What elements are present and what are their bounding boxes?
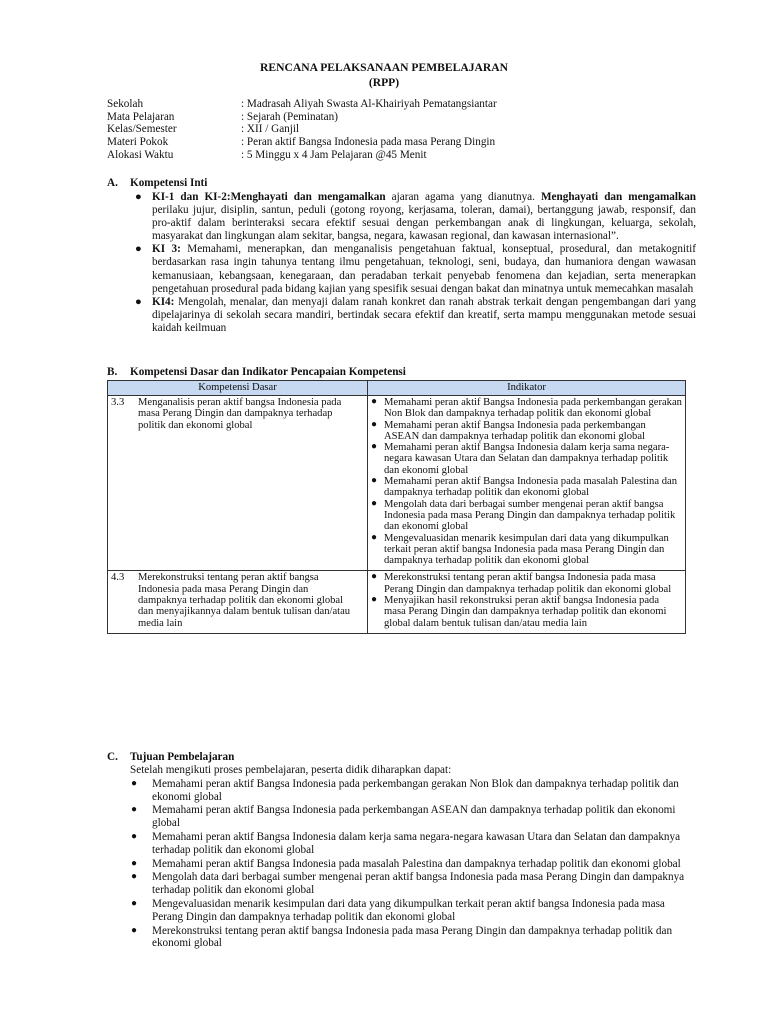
indikator-item [371, 533, 682, 567]
ki-item-3 [134, 243, 696, 295]
section-title: Kompetensi Dasar dan Indikator Pencapaian Kompetensi [130, 366, 406, 378]
section-letter: A. [107, 177, 118, 189]
meta-label: Materi Pokok [107, 136, 169, 149]
bullet-icon: ● [131, 830, 138, 842]
ki-item-1-2 [134, 191, 696, 243]
bullet-icon: ● [371, 396, 378, 407]
tujuan-text: Memahami peran aktif Bangsa Indonesia pada perkembangan gerakan Non Blok dan dampaknya terhadap politik dan ekonomi global [152, 777, 679, 803]
meta-label: Kelas/Semester [107, 123, 177, 136]
tujuan-text: Memahami peran aktif Bangsa Indonesia pada perkembangan ASEAN dan dampaknya terhadap politik dan ekonomi global [152, 804, 676, 830]
kd-number: 3.3 [111, 397, 125, 408]
indikator-text: Merekonstruksi tentang peran aktif bangsa Indonesia pada masa Perang Dingin dan dampaknya terhadap politik dan ekonomi global [384, 572, 672, 595]
meta-label: Alokasi Waktu [107, 148, 174, 161]
meta-row-materi-pokok [107, 136, 687, 149]
list-item [130, 925, 695, 951]
meta-label: Mata Pelajaran [107, 110, 175, 123]
section-letter: C. [107, 751, 118, 763]
section-letter: B. [107, 366, 118, 378]
bullet-icon: ● [371, 497, 378, 509]
kompetensi-inti-list [134, 191, 696, 335]
document-subtitle: (RPP) [368, 76, 400, 89]
ki-label: KI-1 dan KI-2: [152, 191, 231, 203]
meta-label: Sekolah [107, 98, 144, 110]
list-item [130, 871, 695, 897]
list-item [130, 804, 695, 830]
ki-emphasis: Menghayati dan mengamalkan [230, 191, 386, 203]
kd-text: Menganalisis peran aktif bangsa Indonesia pada masa Perang Dingin dan dampaknya terhadap politik dan ekonomi global [138, 397, 342, 431]
bullet-icon: ● [371, 571, 378, 583]
bullet-icon: ● [131, 804, 138, 816]
ki-text: perilaku jujur, disiplin, santun, peduli (gotong royong, kerjasama, toleran, damai), bertanggung jawab, responsif, dan pro-aktif dalam berinteraksi secara efektif sesuai dengan perkembangan anak di lingkungan, keluarga, sekolah, masyarakat dan lingkungan alam sekitar, bangsa, negara, kawasan regional, dan kawasan internasional”. [152, 204, 696, 243]
meta-row-alokasi-waktu [107, 149, 687, 162]
indikator-item [371, 420, 682, 443]
ki-emphasis: Menghayati dan mengamalkan [540, 191, 697, 203]
bullet-icon: ● [371, 531, 378, 543]
indikator-text: Memahami peran aktif Bangsa Indonesia pada perkembangan gerakan Non Blok dan dampaknya terhadap politik dan ekonomi global [384, 397, 682, 420]
meta-row-sekolah [107, 98, 687, 111]
tujuan-text: Mengolah data dari berbagai sumber mengenai peran aktif bangsa Indonesia pada masa Perang Dingin dan dampaknya terhadap politik dan ekonomi global [152, 871, 685, 897]
identity-block [107, 98, 687, 162]
tujuan-text: Memahami peran aktif Bangsa Indonesia pada masalah Palestina dan dampaknya terhadap politik dan ekonomi global [152, 857, 681, 870]
section-heading-b [107, 366, 406, 379]
indikator-text: Menyajikan hasil rekonstruksi peran aktif bangsa Indonesia pada masa Perang Dingin dan dampaknya terhadap politik dan ekonomi global dalam bentuk tulisan dan/atau media lain [384, 595, 667, 629]
meta-value: : 5 Minggu x 4 Jam Pelajaran @45 Menit [241, 148, 427, 161]
kd-indikator-table [107, 380, 686, 634]
indikator-text: Mengevaluasidan menarik kesimpulan dari data yang dikumpulkan terkait peran aktif bangsa Indonesia pada masa Perang Dingin dan dampaknya terhadap politik dan ekonomi global [384, 532, 669, 567]
indikator-text: Memahami peran aktif Bangsa Indonesia dalam kerja sama negara-negara kawasan Utara dan Selatan dan dampaknya terhadap politik dan ekonomi global [384, 442, 670, 476]
bullet-icon: ● [371, 594, 378, 606]
bullet-icon: ● [371, 418, 378, 430]
column-header-kompetensi-dasar: Kompetensi Dasar [108, 381, 368, 396]
ki-text: Memahami, menerapkan, dan menganalisis pengetahuan faktual, konseptual, prosedural, dan metakognitif berdasarkan rasa ingin tahunya tentang ilmu pengetahuan, teknologi, seni, budaya, dan humaniora dengan wawasan kemanusiaan, kebangsaan, kenegaraan, dan peradaban terkait penyebab fenomena dan kejadian, serta menerapkan pengetahuan prosedural pada bidang kajian yang spesifik sesuai dengan bakat dan minatnya untuk memecahkan masalah [152, 243, 696, 295]
bullet-icon: ● [131, 924, 138, 936]
meta-value: : Madrasah Aliyah Swasta Al-Khairiyah Pematangsiantar [241, 98, 497, 110]
section-title: Kompetensi Inti [130, 177, 208, 189]
meta-value: : XII / Ganjil [241, 123, 300, 136]
indikator-item [371, 572, 682, 595]
ki-text: ajaran agama yang dianutnya. [385, 191, 541, 203]
document-title: RENCANA PELAKSANAAN PEMBELAJARAN [260, 61, 508, 74]
kd-text: Merekonstruksi tentang peran aktif bangsa Indonesia pada masa Perang Dingin dan dampaknya terhadap politik dan ekonomi global dan menyajikannya dalam bentuk tulisan dan/atau media lain [138, 572, 351, 629]
kd-number: 4.3 [111, 572, 125, 584]
indikator-item [371, 595, 682, 629]
section-heading-a [107, 177, 207, 190]
bullet-icon: ● [135, 191, 142, 203]
section-heading-c [107, 751, 234, 764]
section-title: Tujuan Pembelajaran [130, 751, 235, 763]
bullet-icon: ● [135, 295, 142, 308]
indikator-text: Mengolah data dari berbagai sumber mengenai peran aktif bangsa Indonesia pada masa Perang Dingin dan dampaknya terhadap politik dan ekonomi global [384, 498, 676, 533]
indikator-text: Memahami peran aktif Bangsa Indonesia pada perkembangan ASEAN dan dampaknya terhadap politik dan ekonomi global [384, 419, 646, 442]
tujuan-text: Merekonstruksi tentang peran aktif bangsa Indonesia pada masa Perang Dingin dan dampaknya terhadap politik dan ekonomi global [152, 924, 673, 950]
meta-value: : Peran aktif Bangsa Indonesia pada masa Perang Dingin [241, 136, 496, 149]
indikator-cell [368, 396, 686, 571]
bullet-icon: ● [135, 243, 142, 256]
bullet-icon: ● [371, 475, 378, 487]
indikator-item [371, 499, 682, 533]
indikator-cell [368, 571, 686, 633]
indikator-text: Memahami peran aktif Bangsa Indonesia pada masalah Palestina dan dampaknya terhadap politik dan ekonomi global [384, 476, 677, 499]
table-row [108, 396, 686, 571]
meta-row-mata-pelajaran [107, 111, 687, 124]
tujuan-text: Memahami peran aktif Bangsa Indonesia dalam kerja sama negara-negara kawasan Utara dan Selatan dan dampaknya terhadap politik dan ekonomi global [152, 830, 681, 856]
kd-cell [108, 396, 368, 571]
tujuan-pembelajaran [130, 764, 695, 950]
indikator-item [371, 397, 682, 420]
list-item [130, 898, 695, 924]
bullet-icon: ● [371, 441, 378, 453]
bullet-icon: ● [131, 857, 138, 869]
ki-item-4 [134, 296, 696, 335]
bullet-icon: ● [131, 871, 138, 883]
ki-text: Mengolah, menalar, dan menyaji dalam ranah konkret dan ranah abstrak terkait dengan pengembangan dari yang dipelajarinya di sekolah secara mandiri, bertindak secara efektif dan kreatif, serta mampu menggunakan metode sesuai kaidah keilmuan [152, 295, 696, 334]
ki-label: KI 3: [152, 243, 181, 256]
ki-label: KI4: [152, 295, 175, 308]
list-item [130, 831, 695, 857]
column-header-indikator: Indikator [368, 381, 686, 396]
kd-cell [108, 571, 368, 633]
bullet-icon: ● [131, 897, 138, 909]
table-header-row [108, 381, 686, 396]
list-item [130, 858, 695, 871]
meta-row-kelas-semester [107, 123, 687, 136]
tujuan-text: Mengevaluasidan menarik kesimpulan dari data yang dikumpulkan terkait peran aktif bangsa Indonesia pada masa Perang Dingin dan dampaknya terhadap politik dan ekonomi global [152, 897, 665, 923]
bullet-icon: ● [131, 777, 138, 789]
list-item [130, 778, 695, 804]
indikator-item [371, 476, 682, 499]
meta-value: : Sejarah (Peminatan) [241, 110, 338, 123]
indikator-item [371, 442, 682, 476]
table-row [108, 571, 686, 633]
tujuan-intro: Setelah mengikuti proses pembelajaran, peserta didik diharapkan dapat: [130, 764, 452, 776]
